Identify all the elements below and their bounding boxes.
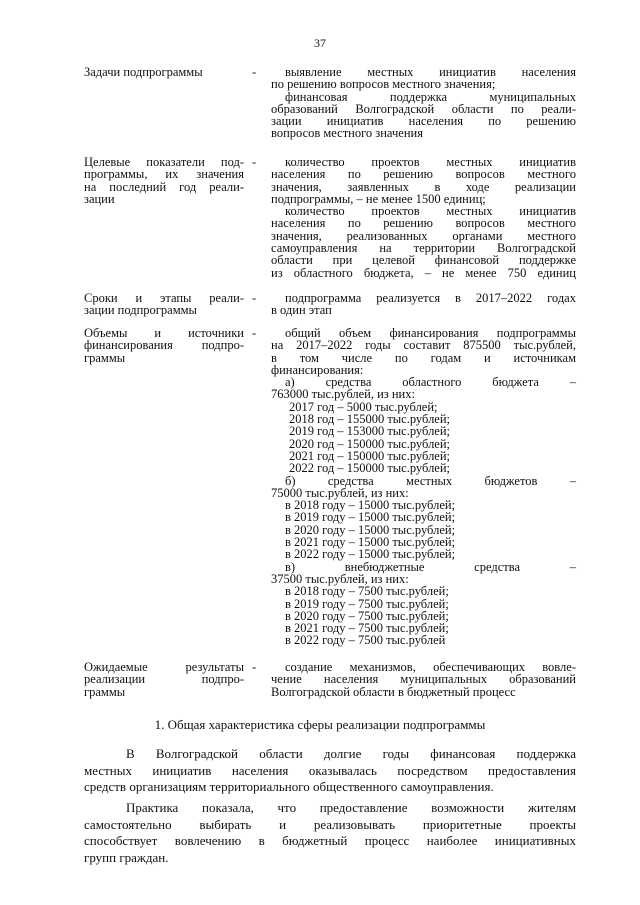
value-line: образований Волгоградской области по реали- [271, 101, 576, 116]
paragraph-line: местных инициатив населения оказывалась посредством предоставления [84, 762, 576, 778]
row-label [84, 66, 244, 78]
value-line: значения, реализованных органами местного [271, 228, 576, 243]
label-line: на последний год реали- [84, 179, 244, 194]
value-line: количество проектов местных инициатив [285, 204, 576, 219]
page-number: 37 [314, 36, 326, 50]
value-line: в 2018 году – 7500 тыс.рублей; [285, 584, 449, 599]
value-line: 2019 год – 153000 тыс.рублей; [289, 424, 451, 439]
paragraph-line: средств организациям территориального общественного самоуправления. [84, 779, 494, 795]
value-line: населения по решению вопросов местного [271, 216, 576, 231]
value-line: выявление местных инициатив населения [285, 65, 576, 79]
value-line: зации инициатив населения по решению [271, 114, 576, 129]
row-dash: - [252, 291, 257, 305]
value-line: в 2021 году – 7500 тыс.рублей; [285, 621, 449, 636]
row-label [84, 327, 244, 364]
value-line: в один этап [271, 303, 332, 318]
value-line: финансовая поддержка муниципальных [285, 89, 576, 104]
row-dash: - [252, 660, 257, 674]
label-line: Ожидаемые результаты [84, 660, 244, 674]
value-line: в 2019 году – 7500 тыс.рублей; [285, 596, 449, 611]
row-dash: - [252, 326, 257, 340]
row-dash: - [252, 65, 257, 79]
paragraph-line: способствует вовлечению в бюджетный процесс наиболее инициативных [84, 833, 576, 849]
label-line: граммы [84, 350, 126, 365]
value-line: в 2020 году – 7500 тыс.рублей; [285, 608, 449, 623]
label-line: Сроки и этапы реали- [84, 291, 244, 305]
value-line: самоуправления на территории Волгоградской [271, 241, 576, 256]
label-line: зации подпрограммы [84, 303, 197, 318]
value-line: а) средства областного бюджета – [285, 375, 576, 390]
value-line: в том числе по годам и источникам [271, 350, 576, 365]
paragraph-line: Практика показала, что предоставление возможности жителям [126, 800, 576, 815]
value-line: 2020 год – 150000 тыс.рублей; [289, 436, 451, 451]
value-line: в 2020 году – 15000 тыс.рублей; [285, 522, 456, 537]
value-line: 2017 год – 5000 тыс.рублей; [289, 399, 438, 414]
paragraph [84, 746, 576, 796]
row-label [84, 156, 244, 205]
value-line: подпрограммы, – не менее 1500 единиц; [271, 191, 486, 206]
value-line: чение населения муниципальных образований [271, 672, 576, 687]
label-line: граммы [84, 684, 126, 699]
value-line: области при целевой финансовой поддержке [271, 253, 576, 268]
value-line: подпрограмма реализуется в 2017–2022 годах [285, 291, 576, 305]
value-line: 763000 тыс.рублей, из них: [271, 387, 415, 402]
section-heading: 1. Общая характеристика сферы реализации подпрограммы [154, 717, 486, 732]
row-value [271, 327, 576, 647]
label-line: Объемы и источники [84, 326, 244, 340]
paragraph-line: самостоятельно выбирать и реализовывать приоритетные проекты [84, 816, 576, 832]
value-line: значения, заявленных в ходе реализации [271, 179, 576, 194]
value-line: Волгоградской области в бюджетный процесс [271, 684, 516, 699]
value-line: 2022 год – 150000 тыс.рублей; [289, 461, 451, 476]
value-line: 2018 год – 155000 тыс.рублей; [289, 412, 451, 427]
value-line: из областного бюджета, – не менее 750 единиц [271, 265, 576, 280]
label-line: программы, их значения [84, 167, 244, 182]
value-line: 75000 тыс.рублей, из них: [271, 485, 409, 500]
row-label [84, 292, 244, 317]
label-line: Целевые показатели под- [84, 155, 244, 169]
value-line: в 2019 году – 15000 тыс.рублей; [285, 510, 456, 525]
value-line: в) внебюджетные средства – [285, 559, 576, 574]
value-line: в 2022 году – 15000 тыс.рублей; [285, 547, 456, 562]
row-value [271, 292, 576, 317]
value-line: на 2017–2022 годы составит 875500 тыс.рублей, [271, 338, 576, 353]
row-dash: - [252, 155, 257, 169]
value-line: общий объем финансирования подпрограммы [285, 326, 576, 340]
row-value [271, 66, 576, 140]
value-line: по решению вопросов местного значения; [271, 77, 496, 92]
label-line: реализации подпро- [84, 672, 244, 687]
value-line: 37500 тыс.рублей, из них: [271, 571, 409, 586]
label-line: зации [84, 191, 115, 206]
value-line: населения по решению вопросов местного [271, 167, 576, 182]
value-line: финансирования: [271, 362, 364, 377]
paragraph [84, 800, 576, 866]
value-line: 2021 год – 150000 тыс.рублей; [289, 448, 451, 463]
value-line: вопросов местного значения [271, 126, 423, 141]
value-line: б) средства местных бюджетов – [285, 473, 576, 488]
row-value [271, 661, 576, 698]
paragraph-line: групп граждан. [84, 849, 169, 865]
value-line: в 2018 году – 15000 тыс.рублей; [285, 498, 456, 513]
value-line: создание механизмов, обеспечивающих вовле- [285, 660, 576, 674]
label-line: Задачи подпрограммы [84, 65, 203, 79]
label-line: финансирования подпро- [84, 338, 244, 353]
row-label [84, 661, 244, 698]
paragraph-line: В Волгоградской области долгие годы финансовая поддержка [126, 746, 576, 761]
value-line: количество проектов местных инициатив [285, 155, 576, 169]
value-line: в 2021 году – 15000 тыс.рублей; [285, 535, 456, 550]
row-value [271, 156, 576, 279]
value-line: в 2022 году – 7500 тыс.рублей [285, 633, 446, 648]
